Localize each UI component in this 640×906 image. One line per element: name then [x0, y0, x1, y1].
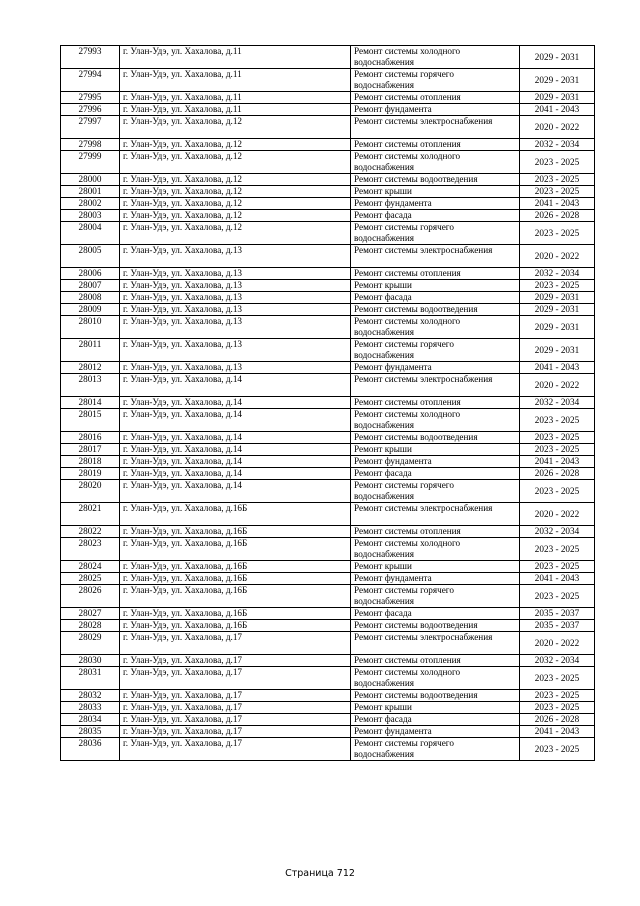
address-cell: г. Улан-Удэ, ул. Хахалова, д.11 [120, 92, 351, 104]
row-number-cell: 27998 [61, 139, 120, 151]
row-number-cell: 28001 [61, 186, 120, 198]
table-row [61, 456, 595, 468]
address-cell: г. Улан-Удэ, ул. Хахалова, д.14 [120, 397, 351, 409]
table-row [61, 468, 595, 480]
address-cell: г. Улан-Удэ, ул. Хахалова, д.13 [120, 362, 351, 374]
address-cell: г. Улан-Удэ, ул. Хахалова, д.14 [120, 409, 351, 432]
address-cell: г. Улан-Удэ, ул. Хахалова, д.12 [120, 210, 351, 222]
work-type-cell: Ремонт фасада [351, 608, 520, 620]
table-row [61, 292, 595, 304]
table-row [61, 480, 595, 503]
table-row [61, 186, 595, 198]
row-number-cell: 27993 [61, 46, 120, 69]
row-number-cell: 28025 [61, 573, 120, 585]
work-type-cell: Ремонт системы отопления [351, 655, 520, 667]
table-row [61, 702, 595, 714]
address-cell: г. Улан-Удэ, ул. Хахалова, д.16Б [120, 573, 351, 585]
address-cell: г. Улан-Удэ, ул. Хахалова, д.14 [120, 432, 351, 444]
table-row [61, 210, 595, 222]
address-cell: г. Улан-Удэ, ул. Хахалова, д.17 [120, 726, 351, 738]
work-type-cell: Ремонт системы горячего водоснабжения [351, 585, 520, 608]
table-row [61, 245, 595, 268]
work-type-cell: Ремонт системы водоотведения [351, 304, 520, 316]
address-cell: г. Улан-Удэ, ул. Хахалова, д.17 [120, 738, 351, 761]
row-number-cell: 28011 [61, 339, 120, 362]
address-cell: г. Улан-Удэ, ул. Хахалова, д.17 [120, 632, 351, 655]
period-cell: 2029 - 2031 [520, 292, 595, 304]
period-cell: 2023 - 2025 [520, 444, 595, 456]
address-cell: г. Улан-Удэ, ул. Хахалова, д.13 [120, 339, 351, 362]
work-type-cell: Ремонт системы отопления [351, 268, 520, 280]
work-type-cell: Ремонт фундамента [351, 362, 520, 374]
row-number-cell: 28003 [61, 210, 120, 222]
period-cell: 2032 - 2034 [520, 139, 595, 151]
row-number-cell: 28018 [61, 456, 120, 468]
address-cell: г. Улан-Удэ, ул. Хахалова, д.13 [120, 316, 351, 339]
row-number-cell: 28028 [61, 620, 120, 632]
address-cell: г. Улан-Удэ, ул. Хахалова, д.12 [120, 174, 351, 186]
work-type-cell: Ремонт крыши [351, 444, 520, 456]
table-row [61, 304, 595, 316]
work-type-cell: Ремонт системы отопления [351, 397, 520, 409]
period-cell: 2020 - 2022 [520, 245, 595, 268]
work-type-cell: Ремонт системы холодного водоснабжения [351, 538, 520, 561]
address-cell: г. Улан-Удэ, ул. Хахалова, д.14 [120, 374, 351, 397]
period-cell: 2023 - 2025 [520, 409, 595, 432]
table-row [61, 139, 595, 151]
address-cell: г. Улан-Удэ, ул. Хахалова, д.13 [120, 268, 351, 280]
period-cell: 2023 - 2025 [520, 222, 595, 245]
row-number-cell: 28022 [61, 526, 120, 538]
table-row [61, 316, 595, 339]
row-number-cell: 27995 [61, 92, 120, 104]
row-number-cell: 28034 [61, 714, 120, 726]
address-cell: г. Улан-Удэ, ул. Хахалова, д.12 [120, 222, 351, 245]
table-row [61, 268, 595, 280]
period-cell: 2032 - 2034 [520, 268, 595, 280]
row-number-cell: 28029 [61, 632, 120, 655]
work-type-cell: Ремонт крыши [351, 702, 520, 714]
table-row [61, 397, 595, 409]
row-number-cell: 28005 [61, 245, 120, 268]
address-cell: г. Улан-Удэ, ул. Хахалова, д.13 [120, 292, 351, 304]
work-type-cell: Ремонт фундамента [351, 726, 520, 738]
work-type-cell: Ремонт системы водоотведения [351, 690, 520, 702]
table-row [61, 585, 595, 608]
work-type-cell: Ремонт фундамента [351, 573, 520, 585]
row-number-cell: 27996 [61, 104, 120, 116]
table-row [61, 104, 595, 116]
period-cell: 2023 - 2025 [520, 280, 595, 292]
table-row [61, 174, 595, 186]
table-row [61, 655, 595, 667]
address-cell: г. Улан-Удэ, ул. Хахалова, д.14 [120, 480, 351, 503]
work-type-cell: Ремонт системы холодного водоснабжения [351, 316, 520, 339]
period-cell: 2026 - 2028 [520, 468, 595, 480]
address-cell: г. Улан-Удэ, ул. Хахалова, д.14 [120, 444, 351, 456]
table-row [61, 409, 595, 432]
address-cell: г. Улан-Удэ, ул. Хахалова, д.16Б [120, 526, 351, 538]
work-type-cell: Ремонт крыши [351, 561, 520, 573]
row-number-cell: 28035 [61, 726, 120, 738]
period-cell: 2041 - 2043 [520, 726, 595, 738]
work-type-cell: Ремонт системы горячего водоснабжения [351, 480, 520, 503]
address-cell: г. Улан-Удэ, ул. Хахалова, д.12 [120, 116, 351, 139]
row-number-cell: 28000 [61, 174, 120, 186]
address-cell: г. Улан-Удэ, ул. Хахалова, д.11 [120, 104, 351, 116]
work-type-cell: Ремонт системы электроснабжения [351, 503, 520, 526]
work-type-cell: Ремонт системы электроснабжения [351, 632, 520, 655]
period-cell: 2023 - 2025 [520, 561, 595, 573]
table-row [61, 46, 595, 69]
work-type-cell: Ремонт фундамента [351, 104, 520, 116]
period-cell: 2032 - 2034 [520, 655, 595, 667]
period-cell: 2032 - 2034 [520, 397, 595, 409]
address-cell: г. Улан-Удэ, ул. Хахалова, д.16Б [120, 538, 351, 561]
period-cell: 2029 - 2031 [520, 92, 595, 104]
work-type-cell: Ремонт фундамента [351, 198, 520, 210]
address-cell: г. Улан-Удэ, ул. Хахалова, д.12 [120, 186, 351, 198]
table-row [61, 92, 595, 104]
period-cell: 2023 - 2025 [520, 538, 595, 561]
work-type-cell: Ремонт фасада [351, 468, 520, 480]
table-row [61, 222, 595, 245]
period-cell: 2026 - 2028 [520, 714, 595, 726]
table-row [61, 561, 595, 573]
period-cell: 2026 - 2028 [520, 210, 595, 222]
row-number-cell: 28009 [61, 304, 120, 316]
address-cell: г. Улан-Удэ, ул. Хахалова, д.11 [120, 69, 351, 92]
table-row [61, 444, 595, 456]
period-cell: 2023 - 2025 [520, 738, 595, 761]
address-cell: г. Улан-Удэ, ул. Хахалова, д.16Б [120, 503, 351, 526]
row-number-cell: 28004 [61, 222, 120, 245]
address-cell: г. Улан-Удэ, ул. Хахалова, д.17 [120, 667, 351, 690]
row-number-cell: 28030 [61, 655, 120, 667]
period-cell: 2023 - 2025 [520, 690, 595, 702]
row-number-cell: 27994 [61, 69, 120, 92]
work-type-cell: Ремонт системы водоотведения [351, 174, 520, 186]
work-type-cell: Ремонт системы холодного водоснабжения [351, 667, 520, 690]
work-type-cell: Ремонт фасада [351, 292, 520, 304]
table-row [61, 280, 595, 292]
period-cell: 2029 - 2031 [520, 316, 595, 339]
period-cell: 2029 - 2031 [520, 304, 595, 316]
period-cell: 2029 - 2031 [520, 69, 595, 92]
work-type-cell: Ремонт системы водоотведения [351, 620, 520, 632]
table-row [61, 69, 595, 92]
work-type-cell: Ремонт крыши [351, 186, 520, 198]
period-cell: 2023 - 2025 [520, 174, 595, 186]
row-number-cell: 28010 [61, 316, 120, 339]
address-cell: г. Улан-Удэ, ул. Хахалова, д.17 [120, 655, 351, 667]
period-cell: 2041 - 2043 [520, 573, 595, 585]
row-number-cell: 28013 [61, 374, 120, 397]
table-row [61, 503, 595, 526]
row-number-cell: 28012 [61, 362, 120, 374]
work-type-cell: Ремонт системы отопления [351, 92, 520, 104]
row-number-cell: 28006 [61, 268, 120, 280]
address-cell: г. Улан-Удэ, ул. Хахалова, д.16Б [120, 620, 351, 632]
table-row [61, 573, 595, 585]
address-cell: г. Улан-Удэ, ул. Хахалова, д.16Б [120, 585, 351, 608]
work-type-cell: Ремонт системы холодного водоснабжения [351, 151, 520, 174]
row-number-cell: 28008 [61, 292, 120, 304]
period-cell: 2029 - 2031 [520, 339, 595, 362]
table-row [61, 116, 595, 139]
address-cell: г. Улан-Удэ, ул. Хахалова, д.13 [120, 245, 351, 268]
work-type-cell: Ремонт фасада [351, 714, 520, 726]
work-type-cell: Ремонт крыши [351, 280, 520, 292]
period-cell: 2023 - 2025 [520, 702, 595, 714]
table-row [61, 667, 595, 690]
table-row [61, 726, 595, 738]
address-cell: г. Улан-Удэ, ул. Хахалова, д.12 [120, 198, 351, 210]
period-cell: 2041 - 2043 [520, 104, 595, 116]
row-number-cell: 28016 [61, 432, 120, 444]
row-number-cell: 28032 [61, 690, 120, 702]
row-number-cell: 28020 [61, 480, 120, 503]
row-number-cell: 28027 [61, 608, 120, 620]
table-row [61, 538, 595, 561]
row-number-cell: 28026 [61, 585, 120, 608]
table-body [61, 46, 595, 761]
table-row [61, 339, 595, 362]
table-row [61, 620, 595, 632]
row-number-cell: 28024 [61, 561, 120, 573]
address-cell: г. Улан-Удэ, ул. Хахалова, д.13 [120, 304, 351, 316]
row-number-cell: 28023 [61, 538, 120, 561]
row-number-cell: 27997 [61, 116, 120, 139]
row-number-cell: 28014 [61, 397, 120, 409]
work-type-cell: Ремонт системы холодного водоснабжения [351, 409, 520, 432]
period-cell: 2035 - 2037 [520, 608, 595, 620]
address-cell: г. Улан-Удэ, ул. Хахалова, д.13 [120, 280, 351, 292]
period-cell: 2020 - 2022 [520, 374, 595, 397]
row-number-cell: 28019 [61, 468, 120, 480]
address-cell: г. Улан-Удэ, ул. Хахалова, д.11 [120, 46, 351, 69]
address-cell: г. Улан-Удэ, ул. Хахалова, д.12 [120, 139, 351, 151]
period-cell: 2023 - 2025 [520, 585, 595, 608]
period-cell: 2032 - 2034 [520, 526, 595, 538]
address-cell: г. Улан-Удэ, ул. Хахалова, д.17 [120, 690, 351, 702]
table-row [61, 738, 595, 761]
repair-schedule-table [60, 45, 595, 761]
period-cell: 2041 - 2043 [520, 198, 595, 210]
address-cell: г. Улан-Удэ, ул. Хахалова, д.14 [120, 456, 351, 468]
period-cell: 2035 - 2037 [520, 620, 595, 632]
period-cell: 2023 - 2025 [520, 151, 595, 174]
table-row [61, 526, 595, 538]
period-cell: 2041 - 2043 [520, 456, 595, 468]
period-cell: 2020 - 2022 [520, 503, 595, 526]
row-number-cell: 28017 [61, 444, 120, 456]
period-cell: 2023 - 2025 [520, 480, 595, 503]
table-row [61, 362, 595, 374]
row-number-cell: 28036 [61, 738, 120, 761]
table-row [61, 690, 595, 702]
row-number-cell: 27999 [61, 151, 120, 174]
row-number-cell: 28021 [61, 503, 120, 526]
period-cell: 2023 - 2025 [520, 667, 595, 690]
address-cell: г. Улан-Удэ, ул. Хахалова, д.16Б [120, 561, 351, 573]
address-cell: г. Улан-Удэ, ул. Хахалова, д.17 [120, 714, 351, 726]
address-cell: г. Улан-Удэ, ул. Хахалова, д.16Б [120, 608, 351, 620]
work-type-cell: Ремонт системы горячего водоснабжения [351, 222, 520, 245]
row-number-cell: 28031 [61, 667, 120, 690]
work-type-cell: Ремонт системы электроснабжения [351, 245, 520, 268]
period-cell: 2020 - 2022 [520, 632, 595, 655]
work-type-cell: Ремонт системы водоотведения [351, 432, 520, 444]
row-number-cell: 28033 [61, 702, 120, 714]
table-row [61, 714, 595, 726]
row-number-cell: 28002 [61, 198, 120, 210]
table-row [61, 632, 595, 655]
table-row [61, 198, 595, 210]
work-type-cell: Ремонт системы горячего водоснабжения [351, 738, 520, 761]
work-type-cell: Ремонт системы горячего водоснабжения [351, 339, 520, 362]
address-cell: г. Улан-Удэ, ул. Хахалова, д.17 [120, 702, 351, 714]
address-cell: г. Улан-Удэ, ул. Хахалова, д.12 [120, 151, 351, 174]
table-row [61, 374, 595, 397]
work-type-cell: Ремонт системы электроснабжения [351, 374, 520, 397]
row-number-cell: 28007 [61, 280, 120, 292]
work-type-cell: Ремонт системы горячего водоснабжения [351, 69, 520, 92]
work-type-cell: Ремонт системы электроснабжения [351, 116, 520, 139]
page-number: Страница 712 [285, 868, 355, 879]
period-cell: 2023 - 2025 [520, 432, 595, 444]
work-type-cell: Ремонт фундамента [351, 456, 520, 468]
period-cell: 2023 - 2025 [520, 186, 595, 198]
period-cell: 2029 - 2031 [520, 46, 595, 69]
work-type-cell: Ремонт системы отопления [351, 139, 520, 151]
table-row [61, 151, 595, 174]
period-cell: 2020 - 2022 [520, 116, 595, 139]
address-cell: г. Улан-Удэ, ул. Хахалова, д.14 [120, 468, 351, 480]
row-number-cell: 28015 [61, 409, 120, 432]
table-row [61, 608, 595, 620]
table-row [61, 432, 595, 444]
work-type-cell: Ремонт системы отопления [351, 526, 520, 538]
period-cell: 2041 - 2043 [520, 362, 595, 374]
work-type-cell: Ремонт системы холодного водоснабжения [351, 46, 520, 69]
work-type-cell: Ремонт фасада [351, 210, 520, 222]
